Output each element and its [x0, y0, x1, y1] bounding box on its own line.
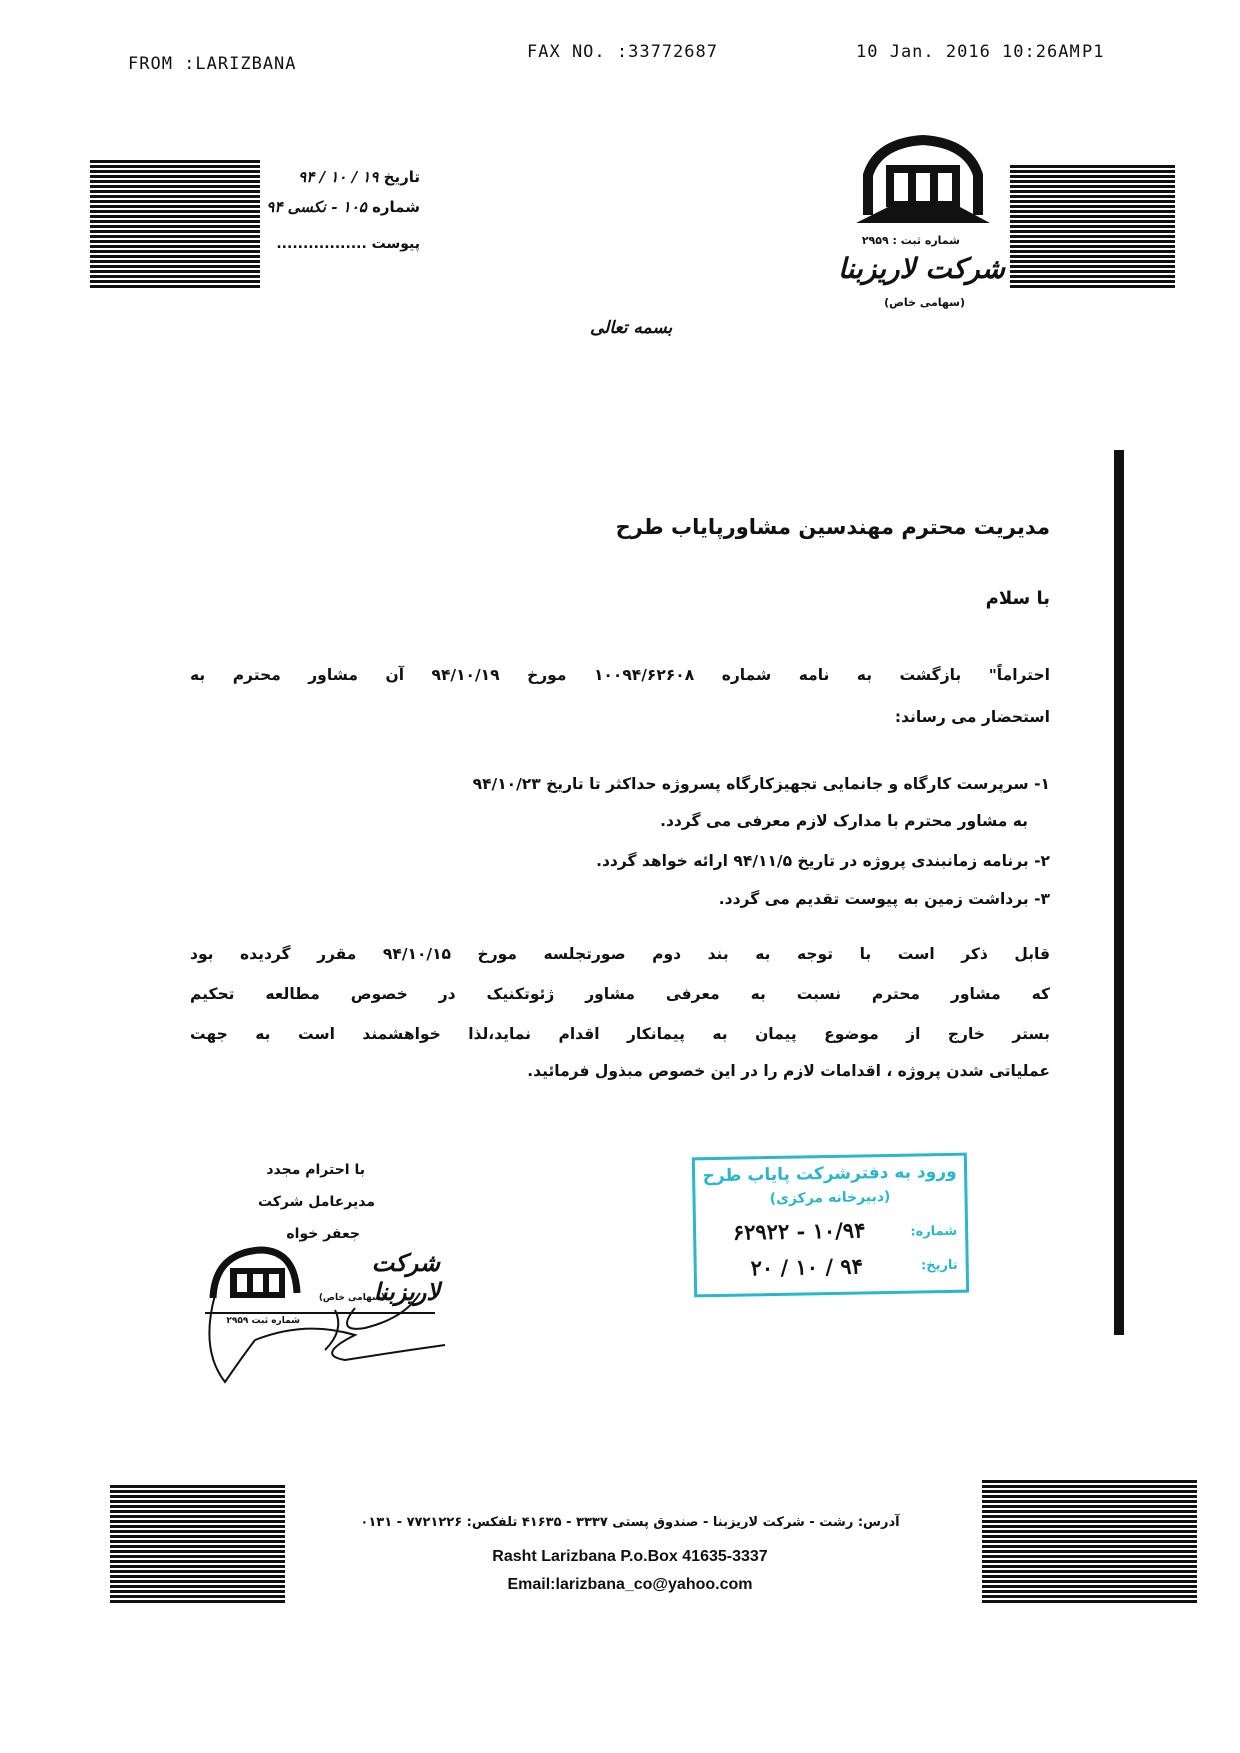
- letter-attachment: [265, 236, 420, 252]
- stamp-number-label: شماره:: [910, 1223, 958, 1240]
- company-type: (سهامی خاص): [884, 296, 965, 309]
- signature-regards: با احترام مجدد: [266, 1162, 365, 1178]
- redaction-bar-bottom-right: [982, 1480, 1197, 1605]
- margin-bar: [1114, 450, 1124, 1335]
- item-1-line-2: به مشاور محترم با مدارک لازم معرفی می گردد.: [660, 812, 1028, 830]
- stamp-date-value: ۹۴ / ۱۰ / ۲۰: [750, 1253, 864, 1281]
- footer-address-en: Rasht Larizbana P.o.Box 41635-3337: [492, 1548, 768, 1565]
- signature-icon: [195, 1290, 455, 1390]
- intro-line-1: احتراماً" بازگشت به نامه شماره ۱۰۰۹۴/۶۲۶۰۸ مورخ ۹۴/۱۰/۱۹ آن مشاور محترم به: [190, 666, 1050, 684]
- item-3: [190, 890, 1050, 908]
- seal-company-type: (سهامی خاص): [318, 1293, 385, 1303]
- company-logo-icon: [848, 135, 998, 235]
- letter-attachment-value: .................: [276, 236, 367, 252]
- item-2-number: ۲-: [1034, 852, 1050, 870]
- letter-date-label: تاریخ: [383, 168, 420, 186]
- received-stamp: [692, 1153, 969, 1298]
- footer-email: Email:larizbana_co@yahoo.com: [507, 1576, 753, 1593]
- closing-line-1: قابل ذکر است با توجه به بند دوم صورتجلسه مورخ ۹۴/۱۰/۱۵ مقرر گردیده بود: [190, 945, 1050, 963]
- fax-datetime: 10 Jan. 2016 10:26AM: [856, 42, 1081, 62]
- company-name: شرکت لاریزبنا: [838, 252, 1005, 285]
- item-3-number: ۳-: [1034, 890, 1050, 908]
- letter-number-value: ۱۰۵ - نکسی ۹۴: [266, 198, 367, 216]
- recipient: مدیریت محترم مهندسین مشاورپایاب طرح: [615, 515, 1050, 539]
- handwritten-signature: [195, 1290, 455, 1390]
- redaction-bar-top-left: [90, 160, 260, 290]
- letter-number-label: شماره: [372, 198, 420, 216]
- redaction-bar-top-right: [1010, 165, 1175, 290]
- letter-date-value: ۱۹ / ۱۰ / ۹۴: [298, 168, 379, 186]
- closing-line-3: بستر خارج از موضوع پیمان به پیمانکار اقدام نماید،لذا خواهشمند است به جهت: [190, 1025, 1050, 1043]
- letter-attachment-label: پیوست: [371, 236, 420, 252]
- item-1-line-1: [190, 775, 1050, 793]
- item-1-text: سرپرست کارگاه و جانمایی تجهیزکارگاه پسروژه حداکثر تا تاریخ ۹۴/۱۰/۲۳: [472, 775, 1029, 793]
- fax-page: P1: [1082, 42, 1105, 62]
- letter-date: [265, 168, 420, 186]
- stamp-number-value: ۱۰/۹۴ - ۶۲۹۲۲: [732, 1217, 866, 1245]
- seal-reg-number: شماره ثبت ۲۹۵۹: [226, 1316, 300, 1326]
- stamp-date-label: تاریخ:: [920, 1257, 958, 1274]
- signature-name: جعفر خواه: [286, 1226, 360, 1242]
- stamp-line-1: ورود به دفترشرکت پایاب طرح: [702, 1161, 957, 1187]
- seal-company-name: شرکت لاریزبنا: [371, 1248, 440, 1306]
- invocation: بسمه تعالی: [590, 318, 673, 338]
- letter-number: [265, 198, 420, 216]
- fax-from: FROM :LARIZBANA: [128, 54, 297, 74]
- closing-line-4: عملیاتی شدن پروژه ، اقدامات لازم را در این خصوص مبذول فرمائید.: [527, 1062, 1050, 1080]
- item-3-text: برداشت زمین به پیوست تقدیم می گردد.: [718, 890, 1029, 908]
- redaction-bar-bottom-left: [110, 1485, 285, 1605]
- item-2: [190, 852, 1050, 870]
- company-logo: [848, 135, 998, 235]
- footer-address-fa: آدرس: رشت - شرکت لاریزبنا - صندوق پستی ۳۳۳۷ - ۴۱۶۳۵ تلفکس: ۷۷۲۱۲۲۶ - ۰۱۳۱: [360, 1515, 900, 1530]
- fax-number: FAX NO. :33772687: [527, 42, 718, 62]
- signature-title: مدیرعامل شرکت: [257, 1194, 375, 1210]
- stamp-line-2: (دبیرخانه مرکزی): [769, 1188, 891, 1208]
- greeting: با سلام: [985, 588, 1050, 609]
- closing-line-2: که مشاور محترم نسبت به معرفی مشاور ژئوتکنیک در خصوص مطالعه تحکیم: [190, 985, 1050, 1003]
- item-2-text: برنامه زمانبندی پروژه در تاریخ ۹۴/۱۱/۵ ارائه خواهد گردد.: [596, 852, 1029, 870]
- company-reg-number: شماره ثبت : ۲۹۵۹: [861, 234, 960, 247]
- item-1-number: ۱-: [1034, 775, 1050, 793]
- intro-line-2: استحضار می رساند:: [894, 708, 1050, 726]
